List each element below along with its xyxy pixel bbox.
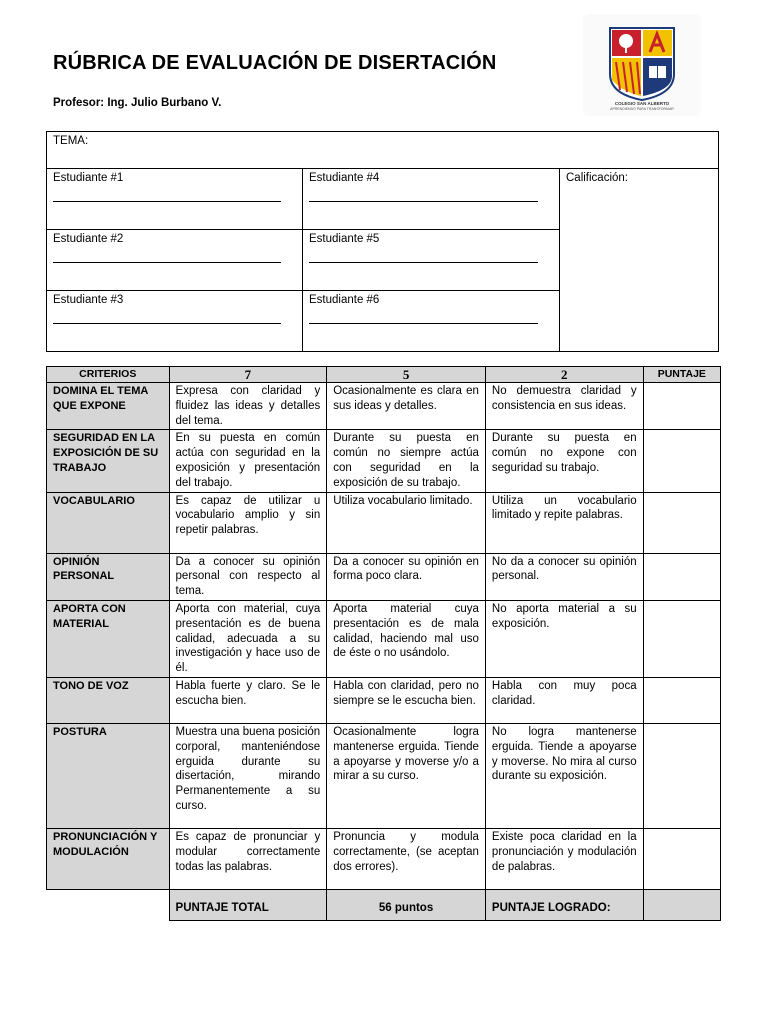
score-cell[interactable]: [643, 553, 720, 600]
student-label: Estudiante #2: [53, 233, 124, 245]
achieved-score-cell[interactable]: [643, 889, 720, 920]
student-label: Estudiante #3: [53, 294, 124, 306]
name-line: [309, 323, 538, 324]
criterion-name: TONO DE VOZ: [47, 677, 170, 723]
name-line: [53, 262, 281, 263]
descriptor-5: Habla con claridad, pero no siempre se le escucha bien.: [327, 677, 486, 723]
criterion-name: DOMINA EL TEMA QUE EXPONE: [47, 383, 170, 430]
descriptor-7: Da a conocer su opinión personal con respecto al tema.: [169, 553, 327, 600]
descriptor-7: Aporta con material, cuya presentación es de buena calidad, adecuada a su investigación y hace uso de él.: [169, 600, 327, 677]
descriptor-2: No logra mantenerse erguida. Tiende a apoyarse y moverse. No mira al curso durante su exposición.: [485, 723, 643, 828]
name-line: [53, 323, 281, 324]
criterion-name: APORTA CON MATERIAL: [47, 600, 170, 677]
name-line: [53, 201, 281, 202]
table-row: [47, 677, 721, 723]
descriptor-2: Durante su puesta en común no expone con seguridad su trabajo.: [485, 430, 643, 492]
student-label: Estudiante #4: [309, 172, 380, 184]
descriptor-7: Muestra una buena posición corporal, manteniéndose erguida durante su disertación, mirando Permanentemente a su curso.: [169, 723, 327, 828]
descriptor-5: Durante su puesta en común no siempre actúa con seguridad en la exposición de su trabajo.: [327, 430, 486, 492]
student-info-table: [46, 131, 719, 352]
descriptor-7: Es capaz de utilizar u vocabulario amplio y sin repetir palabras.: [169, 492, 327, 553]
student-label: Estudiante #6: [309, 294, 380, 306]
header-puntaje: PUNTAJE: [643, 367, 720, 383]
descriptor-5: Da a conocer su opinión en forma poco clara.: [327, 553, 486, 600]
score-cell[interactable]: [643, 492, 720, 553]
header-criterios: CRITERIOS: [47, 367, 170, 383]
score-cell[interactable]: [643, 677, 720, 723]
rubric-table: [46, 366, 721, 921]
student-label: Estudiante #1: [53, 172, 124, 184]
descriptor-2: No demuestra claridad y consistencia en sus ideas.: [485, 383, 643, 430]
student-field[interactable]: [47, 169, 303, 230]
teacher-name: Profesor: Ing. Julio Burbano V.: [53, 97, 222, 109]
descriptor-2: Existe poca claridad en la pronunciación y modulación de palabras.: [485, 828, 643, 889]
total-value: 56 puntos: [327, 889, 486, 920]
achieved-label: PUNTAJE LOGRADO:: [485, 889, 643, 920]
table-row: [47, 430, 721, 492]
score-cell[interactable]: [643, 828, 720, 889]
student-field[interactable]: [303, 230, 560, 291]
criterion-name: SEGURIDAD EN LA EXPOSICIÓN DE SU TRABAJO: [47, 430, 170, 492]
blank-cell: [47, 889, 170, 920]
table-row: [47, 600, 721, 677]
criterion-name: POSTURA: [47, 723, 170, 828]
name-line: [309, 201, 538, 202]
descriptor-5: Ocasionalmente es clara en sus ideas y detalles.: [327, 383, 486, 430]
header-score-5: 5: [327, 367, 486, 383]
student-field[interactable]: [303, 291, 560, 352]
calificacion-field[interactable]: [560, 169, 719, 352]
student-label: Estudiante #5: [309, 233, 380, 245]
header-score-7: 7: [169, 367, 327, 383]
descriptor-2: Utiliza un vocabulario limitado y repite palabras.: [485, 492, 643, 553]
descriptor-2: No aporta material a su exposición.: [485, 600, 643, 677]
descriptor-2: No da a conocer su opinión personal.: [485, 553, 643, 600]
table-row: [47, 723, 721, 828]
name-line: [309, 262, 538, 263]
descriptor-5: Aporta material cuya presentación es de mala calidad, haciendo mal uso de éste o no usándolo.: [327, 600, 486, 677]
score-cell[interactable]: [643, 723, 720, 828]
table-row: [47, 383, 721, 430]
descriptor-7: Expresa con claridad y fluidez las ideas y detalles del tema.: [169, 383, 327, 430]
descriptor-2: Habla con muy poca claridad.: [485, 677, 643, 723]
student-field[interactable]: [303, 169, 560, 230]
score-cell[interactable]: [643, 430, 720, 492]
descriptor-7: En su puesta en común actúa con seguridad en la exposición y presentación del trabajo.: [169, 430, 327, 492]
table-row: [47, 553, 721, 600]
descriptor-5: Ocasionalmente logra mantenerse erguida. Tiende a apoyarse y moverse y/o a mirar a su curso.: [327, 723, 486, 828]
criterion-name: OPINIÓN PERSONAL: [47, 553, 170, 600]
school-logo: [583, 14, 701, 116]
page-title: RÚBRICA DE EVALUACIÓN DE DISERTACIÓN: [53, 52, 497, 74]
descriptor-5: Pronuncia y modula correctamente, (se aceptan dos errores).: [327, 828, 486, 889]
student-field[interactable]: [47, 230, 303, 291]
tema-field[interactable]: [47, 132, 719, 169]
descriptor-7: Habla fuerte y claro. Se le escucha bien.: [169, 677, 327, 723]
total-label: PUNTAJE TOTAL: [169, 889, 327, 920]
calificacion-label: Calificación:: [566, 172, 628, 184]
rubric-header-row: [47, 367, 721, 383]
criterion-name: PRONUNCIACIÓN Y MODULACIÓN: [47, 828, 170, 889]
descriptor-5: Utiliza vocabulario limitado.: [327, 492, 486, 553]
score-cell[interactable]: [643, 600, 720, 677]
score-cell[interactable]: [643, 383, 720, 430]
total-row: [47, 889, 721, 920]
header-score-2: 2: [485, 367, 643, 383]
criterion-name: VOCABULARIO: [47, 492, 170, 553]
student-field[interactable]: [47, 291, 303, 352]
school-name: COLEGIO SAN ALBERTO: [614, 101, 670, 106]
table-row: [47, 828, 721, 889]
table-row: [47, 492, 721, 553]
tema-label: TEMA:: [53, 135, 89, 147]
descriptor-7: Es capaz de pronunciar y modular correctamente todas las palabras.: [169, 828, 327, 889]
school-tagline: APRENDIENDO PARA TRANSFORMAR: [610, 107, 674, 111]
